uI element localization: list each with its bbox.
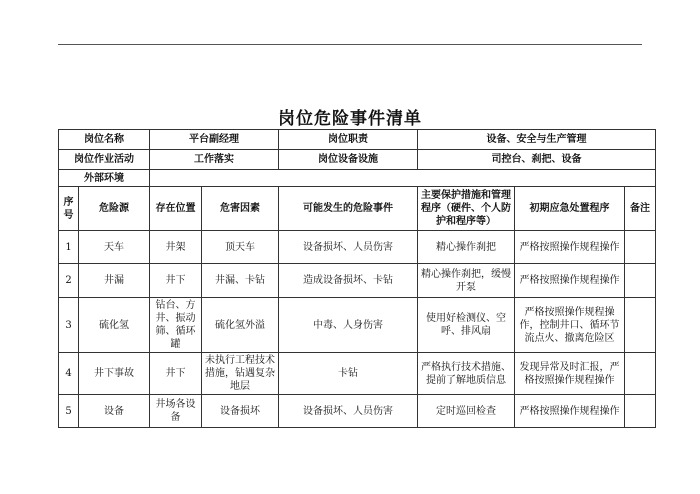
row-remark [625,264,656,298]
row-location: 井场各设备 [150,395,202,428]
post-name-value: 平台副经理 [150,130,279,150]
column-header-row [59,187,656,231]
row-seq: 5 [59,395,79,428]
row-emergency: 发现异常及时汇报，严格按照操作规程操作 [515,353,625,395]
row-factor: 井漏、卡钻 [202,264,279,298]
row-emergency: 严格按照操作规程操作 [515,395,625,428]
row-factor: 未执行工程技术措施，钻遇复杂地层 [202,353,279,395]
table-row [59,353,656,395]
row-source: 设备 [79,395,150,428]
row-remark [625,231,656,264]
row-seq: 4 [59,353,79,395]
info-row-environment [59,170,656,187]
duty-label: 岗位职责 [279,130,418,150]
row-emergency: 严格按照操作规程操作 [515,231,625,264]
row-seq: 3 [59,298,79,353]
row-source: 井下事故 [79,353,150,395]
row-remark [625,395,656,428]
post-name-label: 岗位名称 [59,130,150,150]
row-event: 设备损坏、人员伤害 [279,395,418,428]
document-title: 岗位危险事件清单 [278,109,422,129]
row-source: 硫化氢 [79,298,150,353]
info-row-activity [59,150,656,170]
row-factor: 设备损坏 [202,395,279,428]
table-row [59,264,656,298]
duty-value: 设备、安全与生产管理 [418,130,656,150]
row-measures: 使用好检测仪、空呼、排风扇 [418,298,515,353]
environment-value [150,170,656,187]
activity-label: 岗位作业活动 [59,150,150,170]
row-factor: 硫化氢外溢 [202,298,279,353]
row-location: 井下 [150,353,202,395]
row-event: 设备损坏、人员伤害 [279,231,418,264]
row-event: 卡钻 [279,353,418,395]
row-emergency: 严格按照操作规程操作 [515,264,625,298]
row-location: 井架 [150,231,202,264]
row-source: 天车 [79,231,150,264]
header-rule [58,44,642,45]
row-event: 中毒、人身伤害 [279,298,418,353]
table-row [59,395,656,428]
row-measures: 精心操作刹把，缓慢开泵 [418,264,515,298]
environment-label: 外部环境 [59,170,150,187]
header-event: 可能发生的危险事件 [279,187,418,231]
info-row-post [59,130,656,150]
row-location: 井下 [150,264,202,298]
row-measures: 定时巡回检查 [418,395,515,428]
header-measures: 主要保护措施和管理程序（硬件、个人防护和程序等） [418,187,515,231]
header-remark: 备注 [625,187,656,231]
row-source: 井漏 [79,264,150,298]
row-event: 造成设备损坏、卡钻 [279,264,418,298]
row-emergency: 严格按照操作规程操作，控制井口、循环节流点火、撤离危险区 [515,298,625,353]
activity-value: 工作落实 [150,150,279,170]
row-remark [625,353,656,395]
row-seq: 1 [59,231,79,264]
row-remark [625,298,656,353]
equipment-label: 岗位设备设施 [279,150,418,170]
row-measures: 严格执行技术措施、提前了解地质信息 [418,353,515,395]
row-location: 钻台、方井、振动筛、循环罐 [150,298,202,353]
header-seq: 序号 [59,187,79,231]
hazard-table [58,129,656,428]
table-row [59,298,656,353]
header-emergency: 初期应急处置程序 [515,187,625,231]
equipment-value: 司控台、刹把、设备 [418,150,656,170]
table-row [59,231,656,264]
row-factor: 顶天车 [202,231,279,264]
header-hazard-source: 危险源 [79,187,150,231]
row-seq: 2 [59,264,79,298]
row-measures: 精心操作刹把 [418,231,515,264]
header-location: 存在位置 [150,187,202,231]
header-factor: 危害因素 [202,187,279,231]
